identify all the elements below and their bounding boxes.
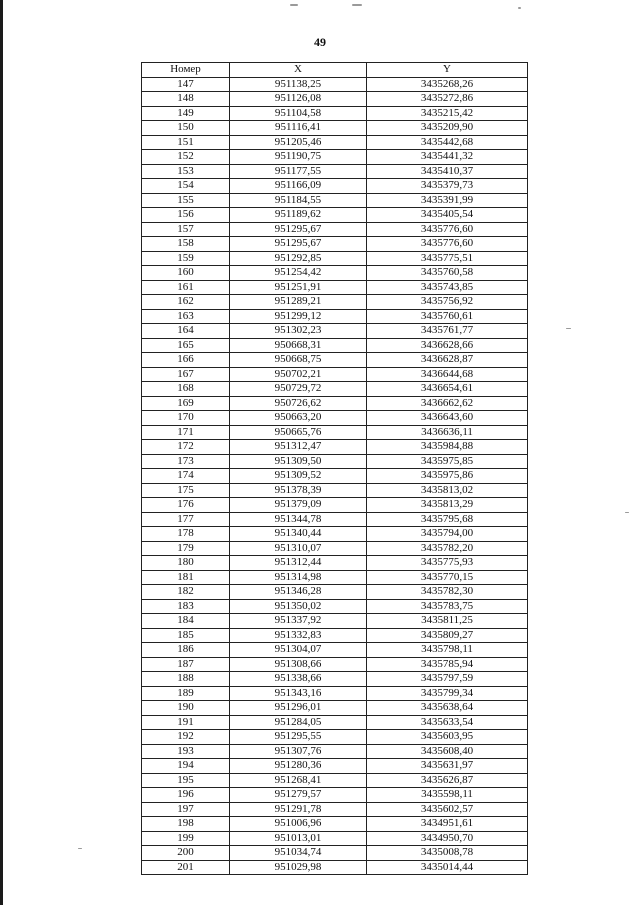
table-row: [142, 179, 528, 194]
table-row: [142, 628, 528, 643]
x-coordinate: 951338,66: [230, 672, 367, 687]
x-coordinate: 951292,85: [230, 251, 367, 266]
y-coordinate: 3435785,94: [367, 657, 528, 672]
table-row: [142, 280, 528, 295]
table-row: [142, 512, 528, 527]
point-number: 186: [142, 643, 230, 658]
table-row: [142, 527, 528, 542]
y-coordinate: 3435391,99: [367, 193, 528, 208]
point-number: 173: [142, 454, 230, 469]
x-coordinate: 950702,21: [230, 367, 367, 382]
x-coordinate: 950729,72: [230, 382, 367, 397]
point-number: 200: [142, 846, 230, 861]
table-row: [142, 266, 528, 281]
table-row: [142, 672, 528, 687]
point-number: 152: [142, 150, 230, 165]
table-row: [142, 309, 528, 324]
table-row: [142, 599, 528, 614]
table-row: [142, 92, 528, 107]
y-coordinate: 3435813,29: [367, 498, 528, 513]
table-row: [142, 831, 528, 846]
header-x: X: [230, 63, 367, 78]
x-coordinate: 951166,09: [230, 179, 367, 194]
y-coordinate: 3435799,34: [367, 686, 528, 701]
point-number: 192: [142, 730, 230, 745]
x-coordinate: 951284,05: [230, 715, 367, 730]
point-number: 194: [142, 759, 230, 774]
x-coordinate: 950726,62: [230, 396, 367, 411]
page-number: 49: [314, 35, 326, 49]
y-coordinate: 3435795,68: [367, 512, 528, 527]
table-row: [142, 222, 528, 237]
table-row: [142, 106, 528, 121]
x-coordinate: 951302,23: [230, 324, 367, 339]
header-y: Y: [367, 63, 528, 78]
y-coordinate: 3435441,32: [367, 150, 528, 165]
point-number: 160: [142, 266, 230, 281]
point-number: 163: [142, 309, 230, 324]
y-coordinate: 3435638,64: [367, 701, 528, 716]
table-row: [142, 570, 528, 585]
y-coordinate: 3435798,11: [367, 643, 528, 658]
point-number: 189: [142, 686, 230, 701]
table-row: [142, 454, 528, 469]
y-coordinate: 3435598,11: [367, 788, 528, 803]
y-coordinate: 3435776,60: [367, 222, 528, 237]
x-coordinate: 951344,78: [230, 512, 367, 527]
point-number: 157: [142, 222, 230, 237]
table-row: [142, 338, 528, 353]
point-number: 191: [142, 715, 230, 730]
x-coordinate: 951343,16: [230, 686, 367, 701]
table-row: [142, 353, 528, 368]
table-row: [142, 121, 528, 136]
y-coordinate: 3435626,87: [367, 773, 528, 788]
x-coordinate: 951289,21: [230, 295, 367, 310]
table-row: [142, 715, 528, 730]
x-coordinate: 951013,01: [230, 831, 367, 846]
point-number: 177: [142, 512, 230, 527]
y-coordinate: 3435794,00: [367, 527, 528, 542]
x-coordinate: 951309,52: [230, 469, 367, 484]
x-coordinate: 951379,09: [230, 498, 367, 513]
scan-speck: [566, 328, 571, 329]
table-row: [142, 251, 528, 266]
x-coordinate: 951184,55: [230, 193, 367, 208]
scan-speck: [518, 7, 521, 9]
point-number: 151: [142, 135, 230, 150]
x-coordinate: 951126,08: [230, 92, 367, 107]
table-row: [142, 788, 528, 803]
y-coordinate: 3435775,93: [367, 556, 528, 571]
y-coordinate: 3435442,68: [367, 135, 528, 150]
y-coordinate: 3435014,44: [367, 860, 528, 875]
table-row: [142, 541, 528, 556]
x-coordinate: 951307,76: [230, 744, 367, 759]
table-row: [142, 483, 528, 498]
y-coordinate: 3435783,75: [367, 599, 528, 614]
table-row: [142, 469, 528, 484]
x-coordinate: 950668,31: [230, 338, 367, 353]
x-coordinate: 951291,78: [230, 802, 367, 817]
point-number: 155: [142, 193, 230, 208]
x-coordinate: 951280,36: [230, 759, 367, 774]
x-coordinate: 951337,92: [230, 614, 367, 629]
x-coordinate: 951104,58: [230, 106, 367, 121]
table-row: [142, 556, 528, 571]
x-coordinate: 951190,75: [230, 150, 367, 165]
point-number: 181: [142, 570, 230, 585]
point-number: 147: [142, 77, 230, 92]
y-coordinate: 3435631,97: [367, 759, 528, 774]
y-coordinate: 3435782,30: [367, 585, 528, 600]
y-coordinate: 3436662,62: [367, 396, 528, 411]
y-coordinate: 3435776,60: [367, 237, 528, 252]
point-number: 190: [142, 701, 230, 716]
y-coordinate: 3435984,88: [367, 440, 528, 455]
table-row: [142, 164, 528, 179]
table-row: [142, 396, 528, 411]
y-coordinate: 3436654,61: [367, 382, 528, 397]
x-coordinate: 950668,75: [230, 353, 367, 368]
table-header-row: [142, 63, 528, 78]
y-coordinate: 3435633,54: [367, 715, 528, 730]
point-number: 167: [142, 367, 230, 382]
point-number: 165: [142, 338, 230, 353]
point-number: 174: [142, 469, 230, 484]
table-row: [142, 411, 528, 426]
point-number: 162: [142, 295, 230, 310]
x-coordinate: 951310,07: [230, 541, 367, 556]
table-row: [142, 643, 528, 658]
table-row: [142, 208, 528, 223]
y-coordinate: 3436636,11: [367, 425, 528, 440]
x-coordinate: 951312,44: [230, 556, 367, 571]
y-coordinate: 3435782,20: [367, 541, 528, 556]
y-coordinate: 3435405,54: [367, 208, 528, 223]
point-number: 178: [142, 527, 230, 542]
scan-speck: [290, 4, 298, 6]
y-coordinate: 3435775,51: [367, 251, 528, 266]
y-coordinate: 3435760,58: [367, 266, 528, 281]
x-coordinate: 951177,55: [230, 164, 367, 179]
table-row: [142, 135, 528, 150]
y-coordinate: 3435975,86: [367, 469, 528, 484]
y-coordinate: 3435602,57: [367, 802, 528, 817]
x-coordinate: 951251,91: [230, 280, 367, 295]
x-coordinate: 951314,98: [230, 570, 367, 585]
y-coordinate: 3435603,95: [367, 730, 528, 745]
point-number: 169: [142, 396, 230, 411]
y-coordinate: 3435811,25: [367, 614, 528, 629]
y-coordinate: 3435209,90: [367, 121, 528, 136]
table-row: [142, 150, 528, 165]
y-coordinate: 3436628,66: [367, 338, 528, 353]
x-coordinate: 951006,96: [230, 817, 367, 832]
point-number: 170: [142, 411, 230, 426]
x-coordinate: 950663,20: [230, 411, 367, 426]
x-coordinate: 951350,02: [230, 599, 367, 614]
y-coordinate: 3435770,15: [367, 570, 528, 585]
table-row: [142, 498, 528, 513]
point-number: 150: [142, 121, 230, 136]
table-row: [142, 237, 528, 252]
point-number: 168: [142, 382, 230, 397]
x-coordinate: 951029,98: [230, 860, 367, 875]
y-coordinate: 3435975,85: [367, 454, 528, 469]
table-row: [142, 77, 528, 92]
y-coordinate: 3435761,77: [367, 324, 528, 339]
point-number: 159: [142, 251, 230, 266]
y-coordinate: 3435813,02: [367, 483, 528, 498]
table-row: [142, 614, 528, 629]
point-number: 196: [142, 788, 230, 803]
scan-page-edge: [0, 0, 3, 905]
x-coordinate: 951189,62: [230, 208, 367, 223]
point-number: 158: [142, 237, 230, 252]
y-coordinate: 3435410,37: [367, 164, 528, 179]
table-row: [142, 860, 528, 875]
y-coordinate: 3435760,61: [367, 309, 528, 324]
y-coordinate: 3435797,59: [367, 672, 528, 687]
y-coordinate: 3436628,87: [367, 353, 528, 368]
table-row: [142, 744, 528, 759]
scan-speck: [78, 848, 82, 849]
x-coordinate: 951309,50: [230, 454, 367, 469]
table-row: [142, 440, 528, 455]
point-number: 199: [142, 831, 230, 846]
table-row: [142, 759, 528, 774]
x-coordinate: 951312,47: [230, 440, 367, 455]
point-number: 185: [142, 628, 230, 643]
y-coordinate: 3435268,26: [367, 77, 528, 92]
coordinates-table: [141, 62, 528, 875]
point-number: 171: [142, 425, 230, 440]
table-row: [142, 295, 528, 310]
table-row: [142, 367, 528, 382]
table-row: [142, 657, 528, 672]
x-coordinate: 951340,44: [230, 527, 367, 542]
y-coordinate: 3434951,61: [367, 817, 528, 832]
x-coordinate: 951299,12: [230, 309, 367, 324]
point-number: 184: [142, 614, 230, 629]
x-coordinate: 951138,25: [230, 77, 367, 92]
y-coordinate: 3435809,27: [367, 628, 528, 643]
point-number: 187: [142, 657, 230, 672]
table-row: [142, 382, 528, 397]
x-coordinate: 951295,55: [230, 730, 367, 745]
x-coordinate: 951304,07: [230, 643, 367, 658]
point-number: 198: [142, 817, 230, 832]
table-row: [142, 425, 528, 440]
x-coordinate: 951378,39: [230, 483, 367, 498]
y-coordinate: 3435743,85: [367, 280, 528, 295]
point-number: 149: [142, 106, 230, 121]
point-number: 156: [142, 208, 230, 223]
y-coordinate: 3436643,60: [367, 411, 528, 426]
y-coordinate: 3434950,70: [367, 831, 528, 846]
point-number: 148: [142, 92, 230, 107]
point-number: 154: [142, 179, 230, 194]
x-coordinate: 950665,76: [230, 425, 367, 440]
x-coordinate: 951254,42: [230, 266, 367, 281]
y-coordinate: 3435272,86: [367, 92, 528, 107]
y-coordinate: 3435756,92: [367, 295, 528, 310]
x-coordinate: 951268,41: [230, 773, 367, 788]
point-number: 164: [142, 324, 230, 339]
point-number: 176: [142, 498, 230, 513]
table-row: [142, 324, 528, 339]
point-number: 180: [142, 556, 230, 571]
point-number: 161: [142, 280, 230, 295]
x-coordinate: 951116,41: [230, 121, 367, 136]
x-coordinate: 951279,57: [230, 788, 367, 803]
point-number: 175: [142, 483, 230, 498]
table-row: [142, 686, 528, 701]
table-row: [142, 817, 528, 832]
y-coordinate: 3435379,73: [367, 179, 528, 194]
x-coordinate: 951295,67: [230, 222, 367, 237]
table-body: [142, 77, 528, 875]
x-coordinate: 951346,28: [230, 585, 367, 600]
table-row: [142, 585, 528, 600]
y-coordinate: 3435608,40: [367, 744, 528, 759]
point-number: 166: [142, 353, 230, 368]
table-row: [142, 773, 528, 788]
point-number: 195: [142, 773, 230, 788]
x-coordinate: 951295,67: [230, 237, 367, 252]
scan-speck: [352, 4, 362, 6]
y-coordinate: 3435008,78: [367, 846, 528, 861]
point-number: 179: [142, 541, 230, 556]
x-coordinate: 951332,83: [230, 628, 367, 643]
point-number: 153: [142, 164, 230, 179]
table-row: [142, 730, 528, 745]
table-row: [142, 846, 528, 861]
point-number: 172: [142, 440, 230, 455]
table-row: [142, 802, 528, 817]
point-number: 188: [142, 672, 230, 687]
y-coordinate: 3436644,68: [367, 367, 528, 382]
x-coordinate: 951205,46: [230, 135, 367, 150]
point-number: 182: [142, 585, 230, 600]
point-number: 193: [142, 744, 230, 759]
x-coordinate: 951308,66: [230, 657, 367, 672]
table-row: [142, 193, 528, 208]
table-row: [142, 701, 528, 716]
point-number: 183: [142, 599, 230, 614]
x-coordinate: 951034,74: [230, 846, 367, 861]
scan-speck: [625, 512, 629, 513]
x-coordinate: 951296,01: [230, 701, 367, 716]
point-number: 201: [142, 860, 230, 875]
header-number: Номер: [142, 63, 230, 78]
point-number: 197: [142, 802, 230, 817]
y-coordinate: 3435215,42: [367, 106, 528, 121]
